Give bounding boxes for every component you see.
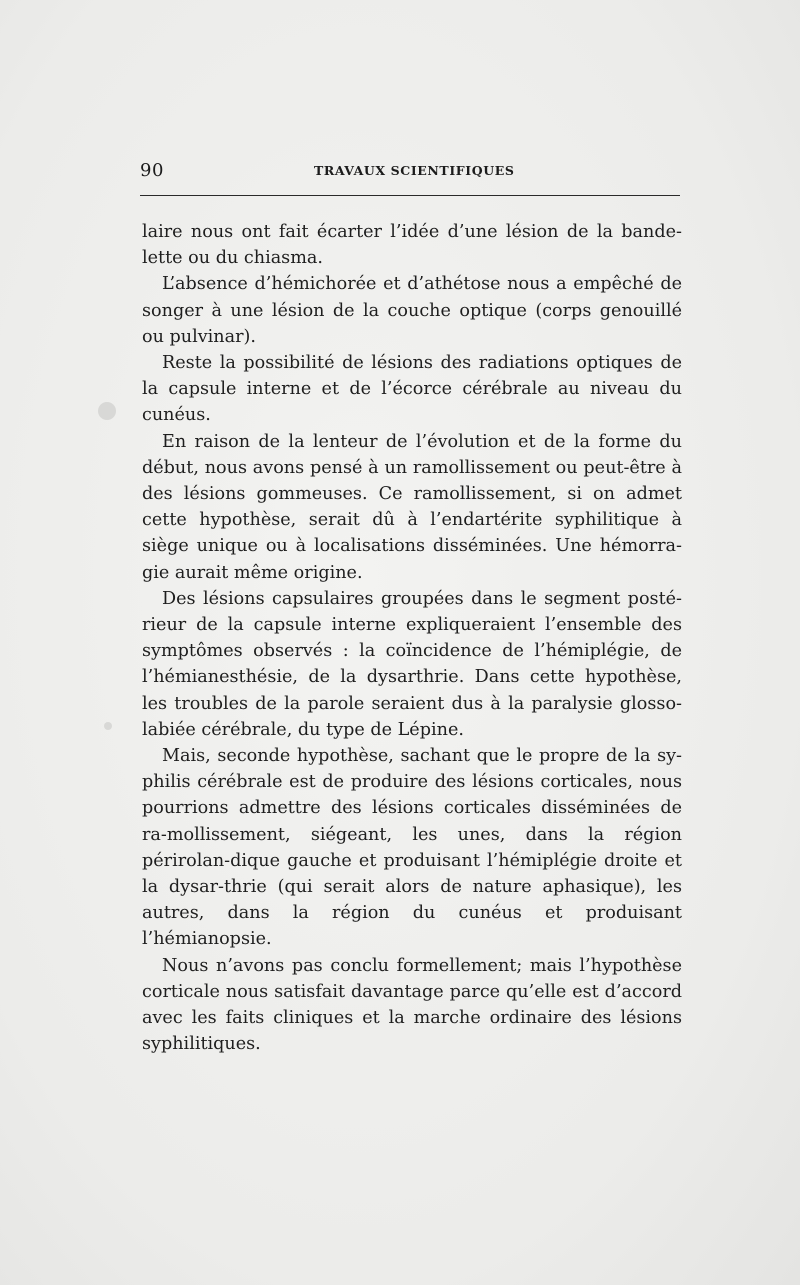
running-head — [140, 160, 680, 184]
paragraph: Reste la possibilité de lésions des radiations optiques de la capsule interne et de l’écorce cérébrale au niveau du cunéus. — [142, 353, 682, 426]
paragraph: Des lésions capsulaires groupées dans le segment posté-rieur de la capsule interne expliqueraient l’ensemble des symptômes observés : la coïncidence de l’hémiplégie, de l’hémianesthésie, de la dysarthrie. Dans cette hypothèse, les troubles de la parole seraient dus à la paralysie glosso-labiée cérébrale, du type de Lépine. — [142, 588, 682, 740]
paragraph: Nous n’avons pas conclu formellement; mais l’hypothèse corticale nous satisfait davantage parce qu’elle est d’accord avec les faits cliniques et la marche ordinaire des lésions syphilitiques. — [142, 955, 682, 1055]
body-text — [142, 219, 682, 1058]
header-rule — [140, 195, 680, 196]
paper-blemish — [104, 722, 112, 730]
paragraph: En raison de la lenteur de l’évolution et de la forme du début, nous avons pensé à un ramollissement ou peut-être à des lésions gommeuses. Ce ramollissement, si on admet cette hypothèse, serait dû à l’endartérite syphilitique à siège unique ou à localisations disséminées. Une hémorra-gie aurait même origine. — [142, 431, 682, 583]
running-title: TRAVAUX SCIENTIFIQUES — [314, 163, 515, 178]
paragraph: laire nous ont fait écarter l’idée d’une lésion de la bande-lette ou du chiasma. — [142, 222, 682, 269]
paper-blemish — [98, 402, 116, 420]
paragraph: L’absence d’hémichorée et d’athétose nous a empêché de songer à une lésion de la couche optique (corps genouillé ou pulvinar). — [142, 274, 682, 347]
page-number: 90 — [140, 160, 164, 181]
paragraph: Mais, seconde hypothèse, sachant que le propre de la sy-philis cérébrale est de produire des lésions corticales, nous pourrions admettre des lésions corticales disséminées de ra-mollissement, siégeant, les unes, dans la région périrolan-dique gauche et produisant l’hémiplégie droite et la dysar-thrie (qui serait alors de nature aphasique), les autres, dans la région du cunéus et produisant l’hémianopsie. — [142, 746, 682, 950]
